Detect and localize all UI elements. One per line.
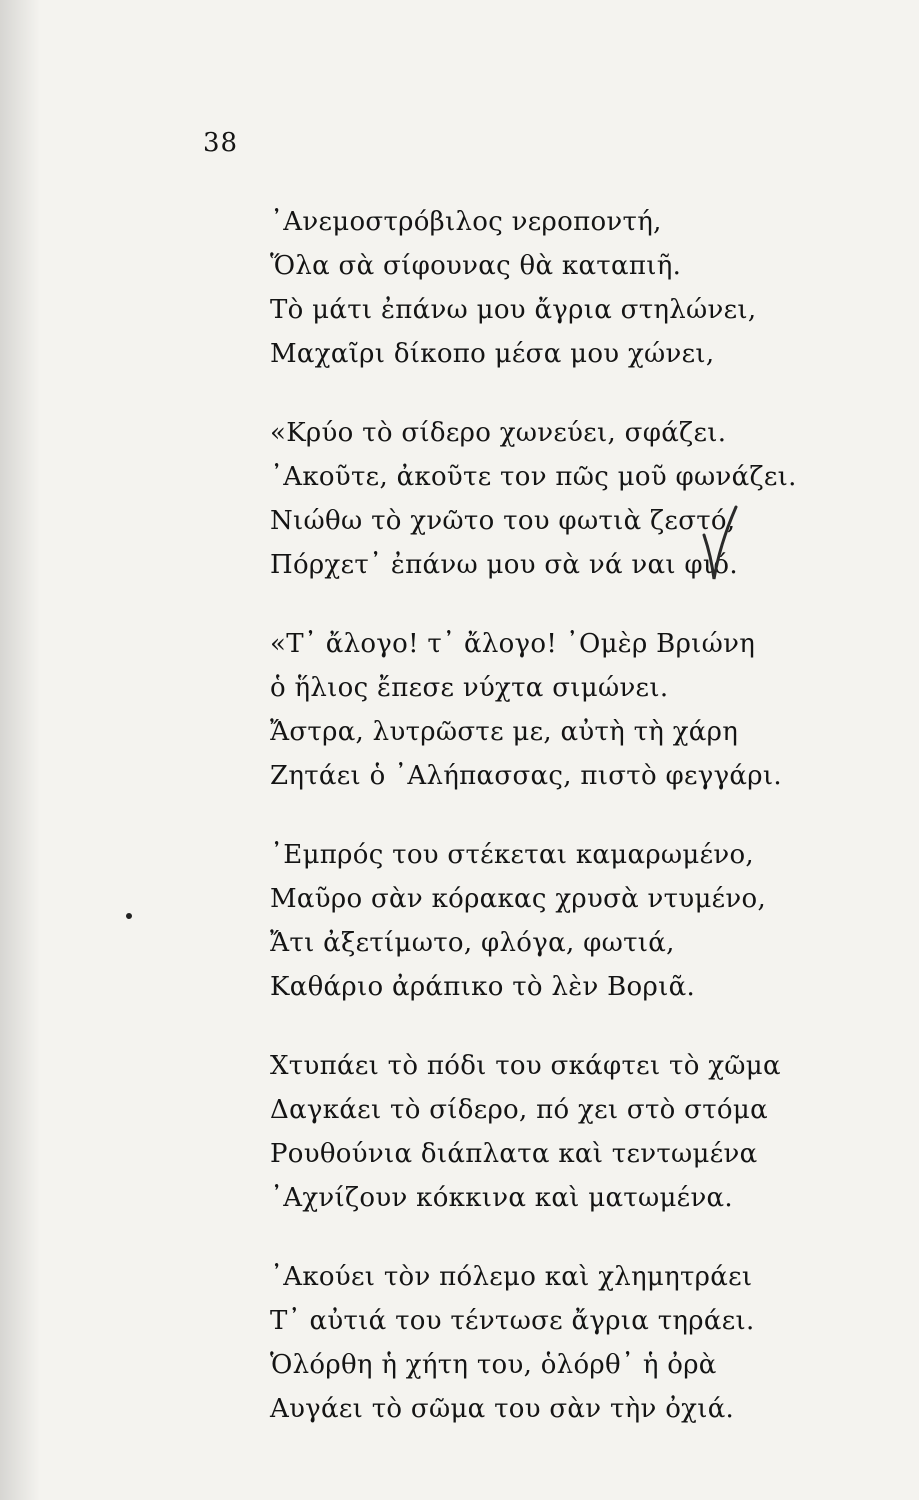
poem-line: Τὸ μάτι ἐπάνω μου ἄγρια στηλώνει, xyxy=(270,295,757,325)
poem-line: Ἄτι ἀξετίμωτο, φλόγα, φωτιά, xyxy=(270,928,675,958)
stanza-4 xyxy=(270,833,830,1009)
poem-line: Νιώθω τὸ χνῶτο του φωτιὰ ζεστό, xyxy=(270,506,736,536)
poem-line: ᾽Ακοῦτε, ἀκοῦτε τον πῶς μοῦ φωνάζει. xyxy=(270,462,797,492)
page-gutter-shadow xyxy=(0,0,40,1500)
poem-line: «Κρύο τὸ σίδερο χωνεύει, σφάζει. xyxy=(270,418,727,448)
poem-line: Αυγάει τὸ σῶμα του σὰν τὴν ὀχιά. xyxy=(270,1394,735,1424)
poem-line: Ὅλα σὰ σίφουνας θὰ καταπιῆ. xyxy=(270,251,682,281)
stanza-2 xyxy=(270,411,830,587)
poem-line: ᾽Ακούει τὸν πόλεμο καὶ χλημητράει xyxy=(270,1262,753,1292)
poem-line: ᾽Ανεμοστρόβιλος νεροποντή, xyxy=(270,207,662,237)
poem-line: Ζητάει ὁ ᾽Αλήπασσας, πιστὸ φεγγάρι. xyxy=(270,761,782,791)
page-number: 38 xyxy=(203,128,239,158)
poem-line: Πόρχετ᾽ ἐπάνω μου σὰ νά ναι φιό. xyxy=(270,550,738,580)
handwritten-check-mark xyxy=(700,505,740,585)
poem-line: Μαχαῖρι δίκοπο μέσα μου χώνει, xyxy=(270,339,715,369)
stanza-6 xyxy=(270,1255,830,1431)
poem-line: Τ᾽ αὐτιά του τέντωσε ἄγρια τηράει. xyxy=(270,1306,755,1336)
poem-line: ὁ ἥλιος ἔπεσε νύχτα σιμώνει. xyxy=(270,673,669,703)
poem xyxy=(270,200,830,1466)
poem-line: Καθάριο ἀράπικο τὸ λὲν Βοριᾶ. xyxy=(270,972,696,1002)
poem-line: Ἄστρα, λυτρῶστε με, αὐτὴ τὴ χάρη xyxy=(270,717,739,747)
poem-line: ᾽Αχνίζουν κόκκινα καὶ ματωμένα. xyxy=(270,1183,733,1213)
stanza-1 xyxy=(270,200,830,376)
poem-line: ᾽Εμπρός του στέκεται καμαρωμένο, xyxy=(270,840,754,870)
poem-line: Ρουθούνια διάπλατα καὶ τεντωμένα xyxy=(270,1139,758,1169)
poem-line: Ὁλόρθη ἡ χήτη του, ὁλόρθ᾽ ἡ ὀρὰ xyxy=(270,1350,717,1380)
poem-line: «Τ᾽ ἄλογο! τ᾽ ἄλογο! ᾽Ομὲρ Βριώνη xyxy=(270,629,756,659)
ink-speck xyxy=(126,913,132,919)
poem-line: Δαγκάει τὸ σίδερο, πό χει στὸ στόμα xyxy=(270,1095,768,1125)
stanza-5 xyxy=(270,1044,830,1220)
stanza-3 xyxy=(270,622,830,798)
poem-line: Μαῦρο σὰν κόρακας χρυσὰ ντυμένο, xyxy=(270,884,767,914)
poem-line: Χτυπάει τὸ πόδι του σκάφτει τὸ χῶμα xyxy=(270,1051,781,1081)
